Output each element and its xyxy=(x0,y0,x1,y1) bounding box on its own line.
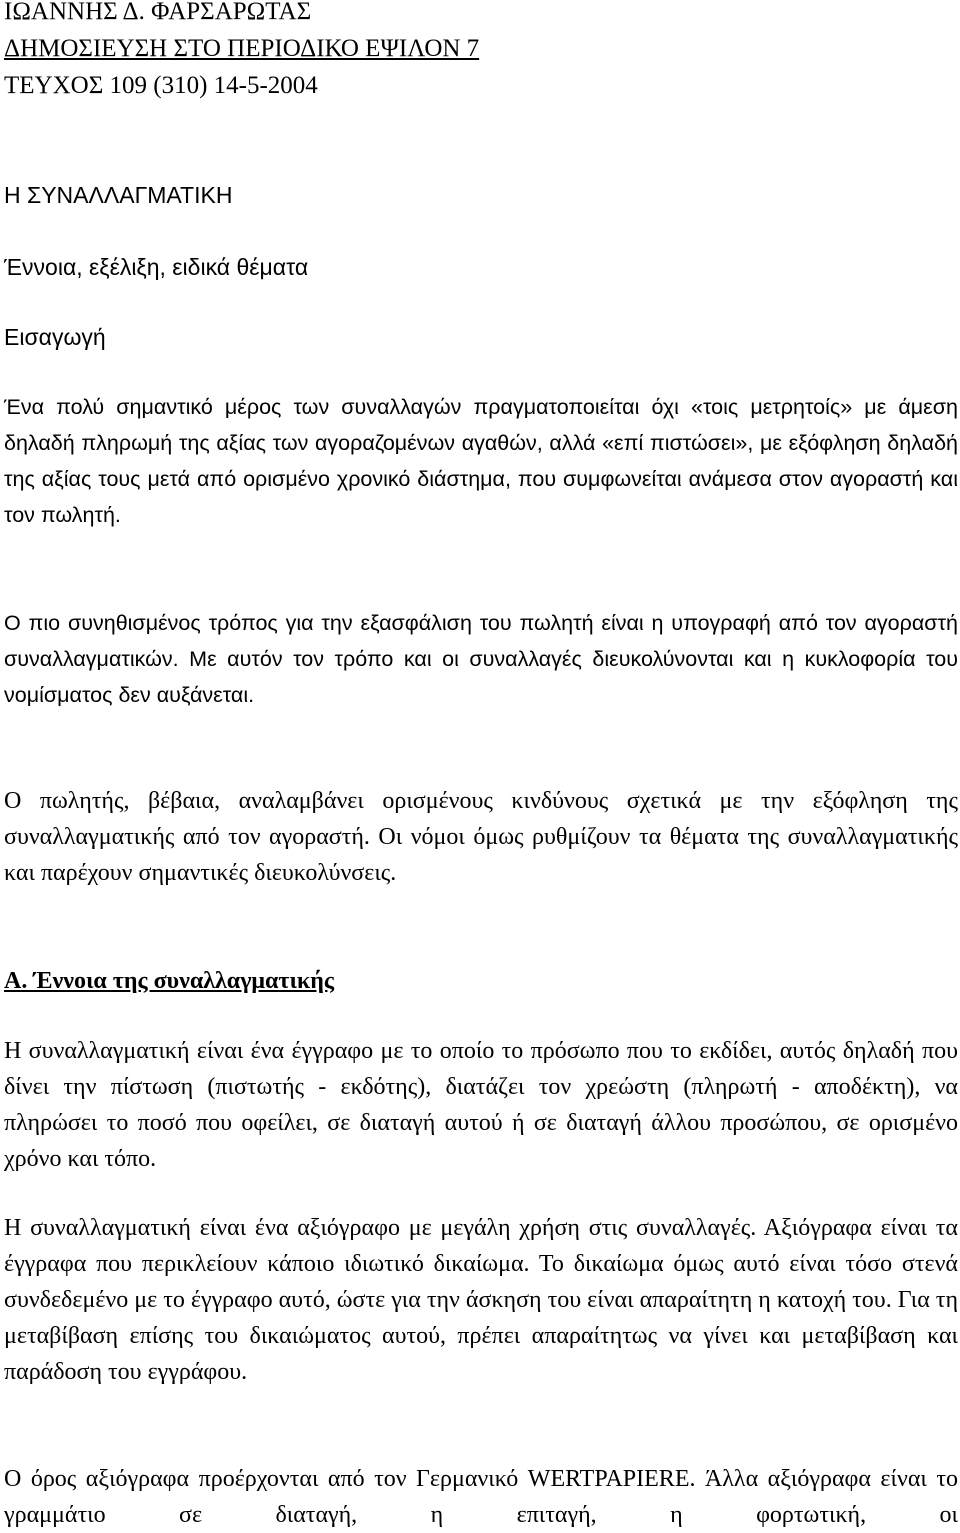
section-a-paragraph: Η συναλλαγματική είναι ένα αξιόγραφο με μεγάλη χρήση στις συναλλαγές. Αξιόγραφα είναι τα έγγραφα που περικλείουν κάποιο ιδιωτικό δικαίωμα. Το δικαίωμα όμως αυτό είναι τόσο στενά συνδεδεμένο με το έγγραφο αυτό, ώστε για την άσκηση του είναι απαραίτητη η κατοχή του. Για τη μεταβίβαση επίσης του δικαιώματος αυτού, πρέπει απαραίτητως να γίνει και μεταβίβαση και παράδοση του εγγράφου. xyxy=(4,1215,958,1385)
publication-line: ΔΗΜΟΣΙΕΥΣΗ ΣΤΟ ΠΕΡΙΟΔΙΚΟ ΕΨΙΛΟΝ 7 xyxy=(4,35,480,62)
issue-line: ΤΕΥΧΟΣ 109 (310) 14-5-2004 xyxy=(4,72,318,99)
document-header xyxy=(4,0,479,104)
intro-paragraph: Ο πιο συνηθισμένος τρόπος για την εξασφάλιση του πωλητή είναι η υπογραφή από τον αγοραστή συναλλαγματικών. Με αυτόν τον τρόπο και οι συναλλαγές διευκολύνονται και η κυκλοφορία του νομίσματος δεν αυξάνεται. xyxy=(4,611,958,707)
section-a-paragraph: Ο όρος αξιόγραφα προέρχονται από τον Γερμανικό WERTPAPIERE. Άλλα αξιόγραφα είναι το γραμμάτιο σε διαταγή, η επιταγή, η φορτωτική, οι xyxy=(4,1466,958,1528)
section-a-heading: Α. Έννοια της συναλλαγματικής xyxy=(4,968,335,994)
author-line: ΙΩΑΝΝΗΣ Δ. ΦΑΡΣΑΡΩΤΑΣ xyxy=(4,0,312,25)
intro-heading: Εισαγωγή xyxy=(4,324,106,350)
intro-paragraph: Ένα πολύ σημαντικό μέρος των συναλλαγών πραγματοποιείται όχι «τοις μετρητοίς» με άμεση δηλαδή πληρωμή της αξίας των αγοραζομένων αγαθών, αλλά «επί πιστώσει», με εξόφληση δηλαδή της αξίας τους μετά από ορισμένο χρονικό διάστημα, που συμφωνείται ανάμεσα στον αγοραστή και τον πωλητή. xyxy=(4,395,958,527)
document-subtitle: Έννοια, εξέλιξη, ειδικά θέματα xyxy=(4,254,309,280)
document-title: Η ΣΥΝΑΛΛΑΓΜΑΤΙΚΗ xyxy=(4,182,233,208)
section-a-paragraph: Η συναλλαγματική είναι ένα έγγραφο με το οποίο το πρόσωπο που το εκδίδει, αυτός δηλαδή που δίνει την πίστωση (πιστωτής - εκδότης), διατάζει τον χρεώστη (πληρωτή - αποδέκτη), να πληρώσει το ποσό που οφείλει, σε διαταγή αυτού ή σε διαταγή άλλου προσώπου, σε ορισμένο χρόνο και τόπο. xyxy=(4,1038,958,1172)
intro-paragraph: Ο πωλητής, βέβαια, αναλαμβάνει ορισμένους κινδύνους σχετικά με την εξόφληση της συναλλαγματικής από τον αγοραστή. Οι νόμοι όμως ρυθμίζουν τα θέματα της συναλλαγματικής και παρέχουν σημαντικές διευκολύνσεις. xyxy=(4,788,958,886)
